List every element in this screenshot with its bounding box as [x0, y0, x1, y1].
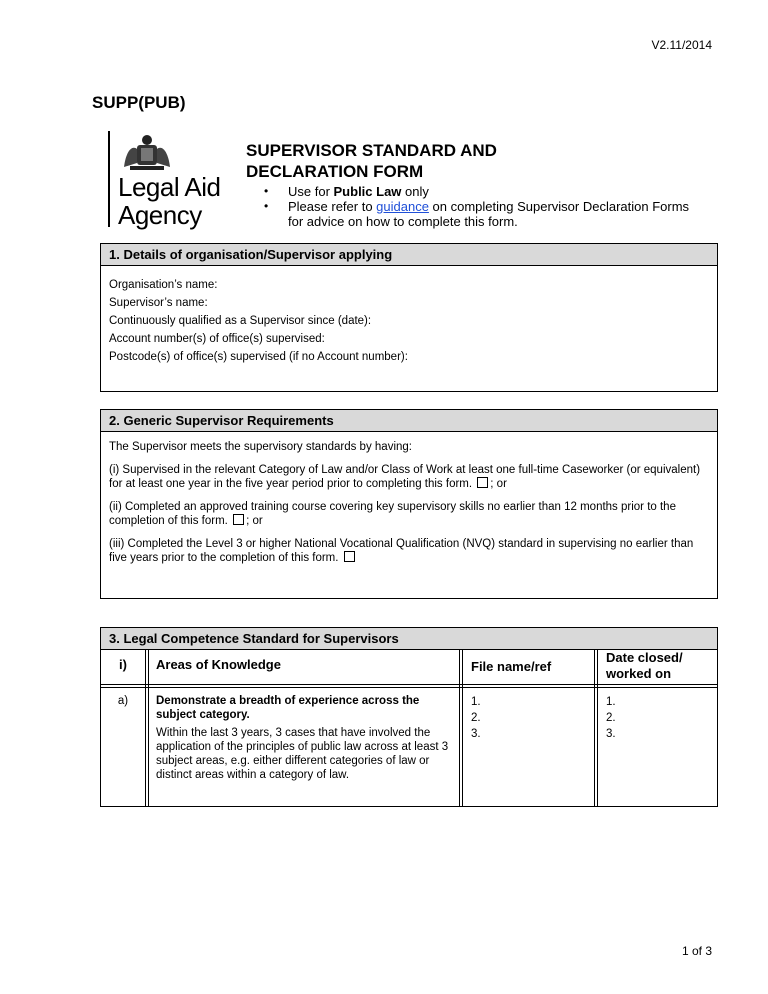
checkbox-requirement-iii[interactable] — [344, 551, 355, 562]
col-header-date: Date closed/ worked on — [606, 650, 683, 681]
section-generic-requirements — [100, 409, 718, 599]
checkbox-requirement-i[interactable] — [477, 477, 488, 488]
col-header-num: i) — [119, 657, 127, 672]
form-code: SUPP(PUB) — [92, 93, 186, 112]
logo-text-line2: Agency — [118, 200, 202, 230]
section2-intro: The Supervisor meets the supervisory standards by having: — [109, 441, 412, 453]
legal-aid-agency-logo — [108, 131, 236, 231]
section1-heading: 1. Details of organisation/Supervisor applying — [101, 244, 717, 266]
royal-crest-icon — [120, 133, 174, 173]
requirement-iii: (iii) Completed the Level 3 or higher National Vocational Qualification (NVQ) standard in supervising no earlier than five years prior to the completion of this form. — [109, 538, 694, 564]
bullet-use-for: • Use for Public Law only — [262, 184, 692, 199]
row-num: a) — [117, 695, 129, 707]
section3-heading: 3. Legal Competence Standard for Supervisors — [101, 628, 717, 650]
competence-table — [101, 650, 717, 806]
section-legal-competence — [100, 627, 718, 807]
requirement-ii: (ii) Completed an approved training course covering key supervisory skills no earlier than 12 months prior to the completion of this form. ; or — [109, 501, 676, 527]
section-organisation-details — [100, 243, 718, 392]
bullet-guidance: • Please refer to guidance on completing Supervisor Declaration Forms for advice on how to complete this form. — [262, 199, 692, 229]
intro-bullets — [262, 184, 692, 229]
date-entries[interactable]: 1. 2. 3. — [606, 696, 616, 740]
logo-text-line1: Legal Aid — [118, 172, 221, 202]
checkbox-requirement-ii[interactable] — [233, 514, 244, 525]
col-header-areas: Areas of Knowledge — [156, 657, 281, 672]
field-postcodes[interactable]: Postcode(s) of office(s) supervised (if no Account number): — [109, 351, 408, 363]
field-organisation-name[interactable]: Organisation’s name: — [109, 279, 218, 291]
row-area: Demonstrate a breadth of experience across the subject category. Within the last 3 years, 3 cases that have involved the application of the principles of public law across at least 3 subject areas, e.g. either different categories of law or distinct areas within a category of law. — [156, 695, 449, 781]
section2-heading: 2. Generic Supervisor Requirements — [101, 410, 717, 432]
form-title: SUPERVISOR STANDARD AND DECLARATION FORM — [246, 141, 497, 181]
field-supervisor-name[interactable]: Supervisor’s name: — [109, 297, 208, 309]
logo-divider — [108, 131, 110, 227]
file-entries[interactable]: 1. 2. 3. — [471, 696, 481, 740]
field-account-numbers[interactable]: Account number(s) of office(s) supervised: — [109, 333, 325, 345]
col-header-file: File name/ref — [471, 659, 552, 674]
requirement-i: (i) Supervised in the relevant Category of Law and/or Class of Work at least one full-time Caseworker (or equivalent) for at least one year in the five year period prior to completing this form. ; or — [109, 464, 701, 490]
version-label: V2.11/2014 — [651, 38, 712, 52]
guidance-link[interactable]: guidance — [376, 199, 429, 214]
page-number: 1 of 3 — [681, 944, 712, 958]
field-qualified-since[interactable]: Continuously qualified as a Supervisor since (date): — [109, 315, 372, 327]
